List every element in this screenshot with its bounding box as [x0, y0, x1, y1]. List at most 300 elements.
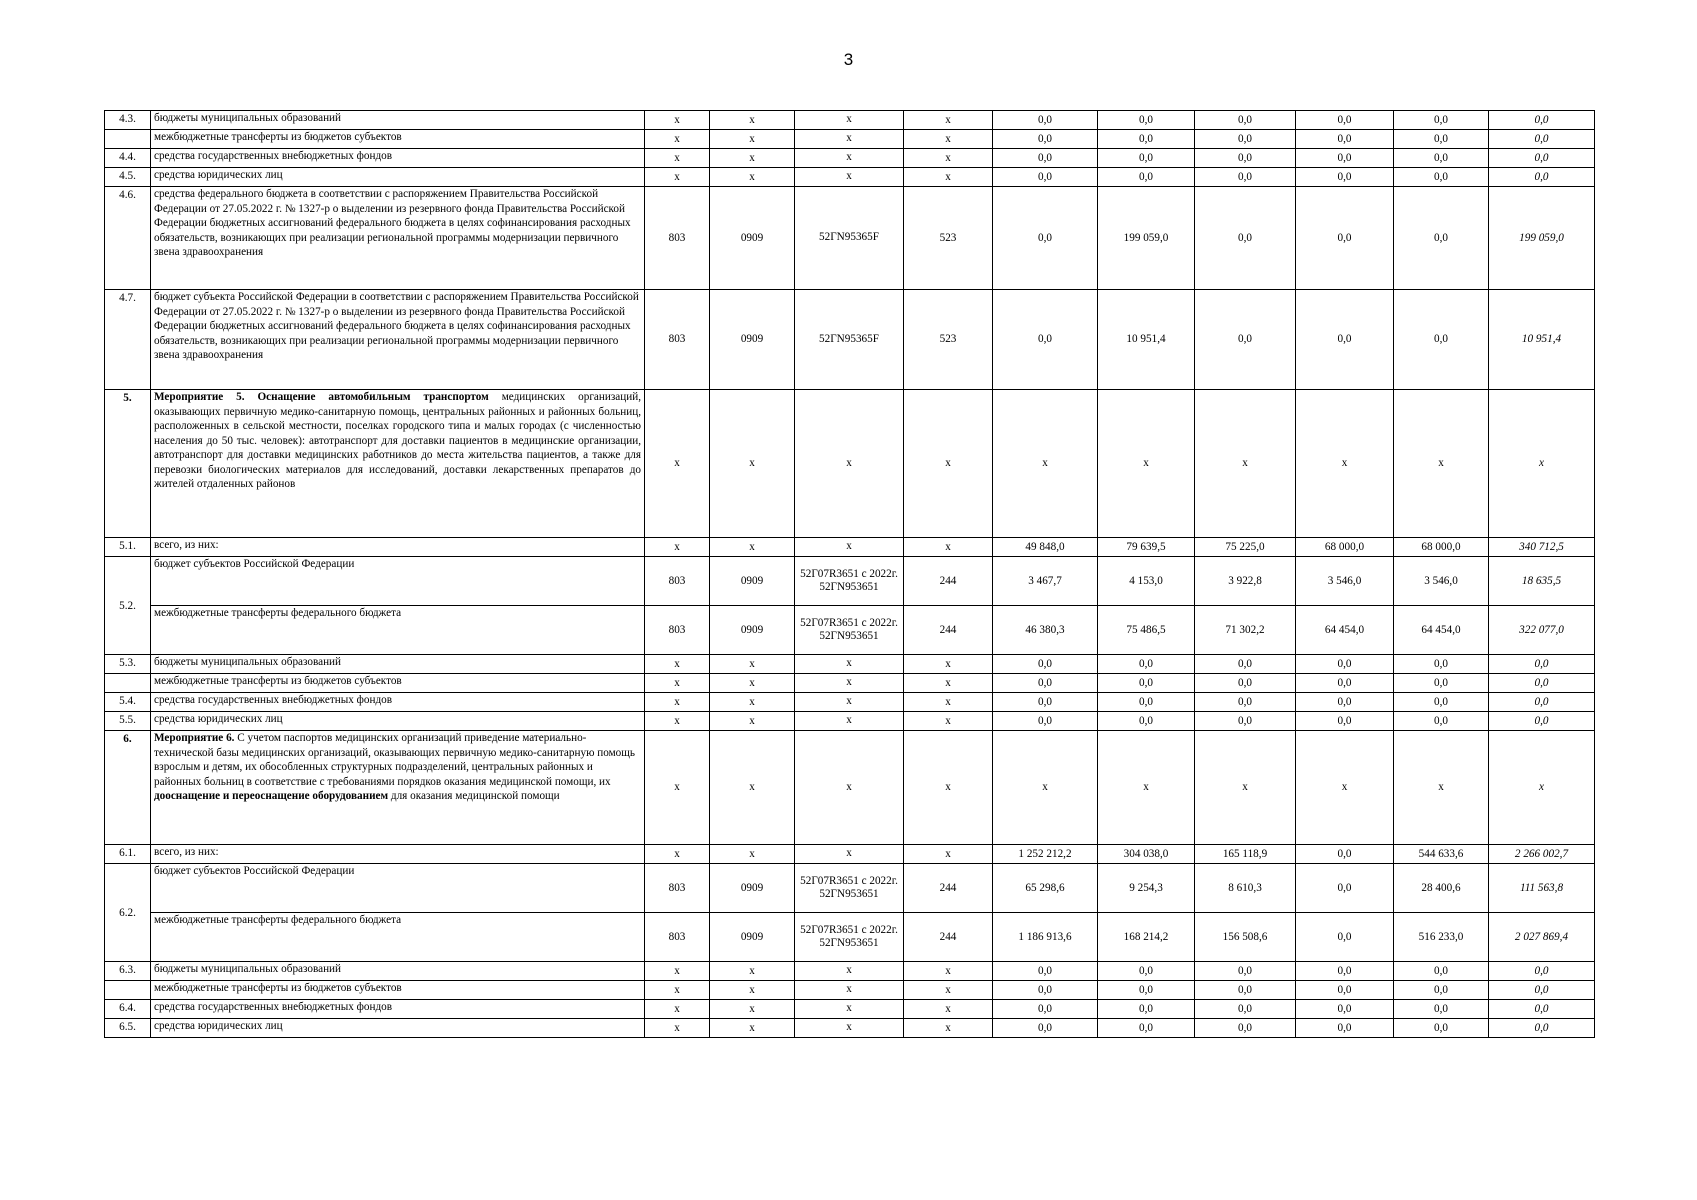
year-value: 0,0 [1195, 962, 1296, 981]
expense-type-code: 244 [904, 557, 993, 606]
section-code: x [710, 390, 795, 538]
year-value: 0,0 [1098, 130, 1195, 149]
year-value: 0,0 [1394, 168, 1489, 187]
page-number: 3 [843, 50, 854, 69]
ministry-code: x [645, 390, 710, 538]
table-row [105, 168, 1595, 187]
row-total: 0,0 [1489, 962, 1595, 981]
target-article-code: x [795, 111, 904, 130]
ministry-code: x [645, 1000, 710, 1019]
ministry-code: x [645, 111, 710, 130]
section-code: x [710, 149, 795, 168]
ministry-code: x [645, 674, 710, 693]
year-value: 0,0 [1296, 1000, 1394, 1019]
row-number: 5. [105, 390, 151, 538]
ministry-code: x [645, 655, 710, 674]
row-description [151, 981, 645, 1000]
row-number: 4.7. [105, 290, 151, 390]
year-value: 0,0 [1195, 674, 1296, 693]
year-value: 0,0 [1195, 111, 1296, 130]
year-value: 0,0 [1098, 168, 1195, 187]
expense-type-code: x [904, 693, 993, 712]
year-value: 0,0 [993, 187, 1098, 290]
description-text: С учетом паспортов медицинских организаций приведение материально-технической базы медицинских организаций, оказывающих первичную медико-санитарную помощь взрослым и детям, их обособленных структурных подразделений, центральных районных и районных больниц в соответствие с требованиями порядков оказания медицинской помощи, их [154, 732, 635, 788]
description-text: бюджет субъектов Российской Федерации [154, 558, 355, 570]
description-text: средства юридических лиц [154, 169, 283, 181]
table-row [105, 981, 1595, 1000]
year-value: x [1296, 731, 1394, 845]
year-value: 0,0 [1296, 130, 1394, 149]
description-text: межбюджетные трансферты из бюджетов субъектов [154, 131, 402, 143]
section-code: x [710, 1000, 795, 1019]
row-description [151, 168, 645, 187]
description-text: средства федерального бюджета в соответствии с распоряжением Правительства Российской Федерации от 27.05.2022 г. № 1327-р о выделении из резервного фонда Правительства Российской Федерации бюджетных ассигнований федерального бюджета в целях софинансирования расходных обязательств, возникающих при реализации региональной программы модернизации первичного звена здравоохранения [154, 188, 631, 259]
year-value: x [1296, 390, 1394, 538]
table-row [105, 1019, 1595, 1038]
year-value: x [993, 390, 1098, 538]
target-article-code: x [795, 712, 904, 731]
row-total: 199 059,0 [1489, 187, 1595, 290]
row-number: 5.3. [105, 655, 151, 674]
table-row [105, 187, 1595, 290]
row-description [151, 712, 645, 731]
year-value: 0,0 [993, 1019, 1098, 1038]
section-code: x [710, 655, 795, 674]
year-value: 156 508,6 [1195, 913, 1296, 962]
target-article-code: 52Г07R3651 с 2022г. 52ГN953651 [795, 557, 904, 606]
year-value: 3 922,8 [1195, 557, 1296, 606]
section-code: 0909 [710, 187, 795, 290]
year-value: 0,0 [993, 674, 1098, 693]
year-value: 0,0 [1394, 1000, 1489, 1019]
row-number: 4.3. [105, 111, 151, 130]
row-total: 0,0 [1489, 130, 1595, 149]
target-article-code: x [795, 538, 904, 557]
row-total: 0,0 [1489, 712, 1595, 731]
table-row [105, 674, 1595, 693]
row-total: 0,0 [1489, 111, 1595, 130]
row-description [151, 962, 645, 981]
year-value: 516 233,0 [1394, 913, 1489, 962]
year-value: 0,0 [1195, 130, 1296, 149]
row-description [151, 1019, 645, 1038]
ministry-code: x [645, 845, 710, 864]
year-value: 0,0 [1394, 111, 1489, 130]
budget-table [104, 110, 1595, 1038]
year-value: 0,0 [993, 693, 1098, 712]
description-text: бюджет субъектов Российской Федерации [154, 865, 355, 877]
section-code: 0909 [710, 557, 795, 606]
year-value: 0,0 [1195, 693, 1296, 712]
row-number [105, 130, 151, 149]
year-value: 0,0 [1296, 864, 1394, 913]
year-value: x [1098, 390, 1195, 538]
year-value: 0,0 [993, 981, 1098, 1000]
row-description [151, 913, 645, 962]
year-value: 68 000,0 [1394, 538, 1489, 557]
year-value: 0,0 [1394, 655, 1489, 674]
year-value: 0,0 [1394, 712, 1489, 731]
year-value: 0,0 [993, 149, 1098, 168]
expense-type-code: x [904, 674, 993, 693]
row-total: 340 712,5 [1489, 538, 1595, 557]
table-row [105, 864, 1595, 913]
row-number: 5.1. [105, 538, 151, 557]
year-value: 0,0 [1296, 111, 1394, 130]
year-value: 165 118,9 [1195, 845, 1296, 864]
year-value: 71 302,2 [1195, 606, 1296, 655]
row-total: 10 951,4 [1489, 290, 1595, 390]
target-article-code: x [795, 981, 904, 1000]
target-article-code: x [795, 845, 904, 864]
table-row [105, 390, 1595, 538]
year-value: 0,0 [1098, 674, 1195, 693]
ministry-code: x [645, 712, 710, 731]
target-article-code: x [795, 674, 904, 693]
row-description [151, 149, 645, 168]
year-value: 0,0 [1394, 674, 1489, 693]
description-text: бюджеты муниципальных образований [154, 963, 342, 975]
year-value: 0,0 [1296, 981, 1394, 1000]
expense-type-code: 244 [904, 913, 993, 962]
expense-type-code: x [904, 962, 993, 981]
year-value: x [1195, 390, 1296, 538]
year-value: 0,0 [1296, 712, 1394, 731]
year-value: 0,0 [1296, 845, 1394, 864]
target-article-code: x [795, 390, 904, 538]
row-number: 5.2. [105, 557, 151, 655]
section-code: x [710, 1019, 795, 1038]
year-value: 0,0 [1098, 962, 1195, 981]
year-value: 1 186 913,6 [993, 913, 1098, 962]
table-row [105, 149, 1595, 168]
description-text: всего, из них: [154, 539, 219, 551]
description-text: бюджеты муниципальных образований [154, 656, 342, 668]
target-article-code: 52Г07R3651 с 2022г. 52ГN953651 [795, 606, 904, 655]
section-code: 0909 [710, 864, 795, 913]
table-row [105, 557, 1595, 606]
row-total: x [1489, 731, 1595, 845]
year-value: 3 546,0 [1296, 557, 1394, 606]
row-description [151, 557, 645, 606]
ministry-code: 803 [645, 290, 710, 390]
row-total: 0,0 [1489, 655, 1595, 674]
target-article-code: x [795, 962, 904, 981]
expense-type-code: x [904, 1019, 993, 1038]
ministry-code: 803 [645, 187, 710, 290]
section-code: x [710, 845, 795, 864]
year-value: 0,0 [1296, 187, 1394, 290]
year-value: 0,0 [1195, 712, 1296, 731]
year-value: 0,0 [1394, 1019, 1489, 1038]
ministry-code: x [645, 538, 710, 557]
year-value: 0,0 [993, 111, 1098, 130]
year-value: 0,0 [1394, 130, 1489, 149]
description-bold: Мероприятие 5. Оснащение автомобильным транспортом [154, 391, 489, 403]
year-value: 79 639,5 [1098, 538, 1195, 557]
year-value: 64 454,0 [1296, 606, 1394, 655]
row-number: 5.5. [105, 712, 151, 731]
year-value: 0,0 [1296, 168, 1394, 187]
ministry-code: x [645, 168, 710, 187]
target-article-code: x [795, 168, 904, 187]
section-code: x [710, 674, 795, 693]
expense-type-code: x [904, 538, 993, 557]
row-total: x [1489, 390, 1595, 538]
year-value: 0,0 [1296, 913, 1394, 962]
row-number: 4.4. [105, 149, 151, 168]
year-value: 49 848,0 [993, 538, 1098, 557]
row-number: 6.3. [105, 962, 151, 981]
year-value: 0,0 [1195, 981, 1296, 1000]
year-value: 0,0 [1296, 693, 1394, 712]
year-value: 75 486,5 [1098, 606, 1195, 655]
expense-type-code: x [904, 149, 993, 168]
row-description [151, 674, 645, 693]
section-code: x [710, 731, 795, 845]
year-value: 0,0 [1296, 290, 1394, 390]
description-text: средства государственных внебюджетных фондов [154, 1001, 393, 1013]
description-text: средства юридических лиц [154, 713, 283, 725]
year-value: 0,0 [1098, 1019, 1195, 1038]
year-value: 0,0 [1195, 1000, 1296, 1019]
row-number: 5.4. [105, 693, 151, 712]
table-row [105, 731, 1595, 845]
year-value: 199 059,0 [1098, 187, 1195, 290]
year-value: x [993, 731, 1098, 845]
row-number: 6.5. [105, 1019, 151, 1038]
year-value: 3 546,0 [1394, 557, 1489, 606]
ministry-code: x [645, 981, 710, 1000]
section-code: 0909 [710, 606, 795, 655]
table-row [105, 1000, 1595, 1019]
description-text: межбюджетные трансферты из бюджетов субъектов [154, 982, 402, 994]
row-total: 0,0 [1489, 1019, 1595, 1038]
target-article-code: 52Г07R3651 с 2022г. 52ГN953651 [795, 913, 904, 962]
expense-type-code: x [904, 731, 993, 845]
row-total: 0,0 [1489, 168, 1595, 187]
year-value: 0,0 [1195, 655, 1296, 674]
description-text: для оказания медицинской помощи [388, 790, 560, 803]
row-description [151, 655, 645, 674]
description-text: межбюджетные трансферты из бюджетов субъектов [154, 675, 402, 687]
ministry-code: x [645, 731, 710, 845]
row-description [151, 538, 645, 557]
year-value: 0,0 [993, 712, 1098, 731]
section-code: x [710, 538, 795, 557]
expense-type-code: 244 [904, 606, 993, 655]
table-row [105, 962, 1595, 981]
year-value: 0,0 [1394, 290, 1489, 390]
year-value: 1 252 212,2 [993, 845, 1098, 864]
year-value: 4 153,0 [1098, 557, 1195, 606]
expense-type-code: x [904, 712, 993, 731]
ministry-code: 803 [645, 606, 710, 655]
row-number: 6.1. [105, 845, 151, 864]
row-total: 0,0 [1489, 981, 1595, 1000]
year-value: 3 467,7 [993, 557, 1098, 606]
expense-type-code: 523 [904, 187, 993, 290]
description-text: бюджеты муниципальных образований [154, 112, 342, 124]
expense-type-code: x [904, 845, 993, 864]
row-description [151, 130, 645, 149]
year-value: 64 454,0 [1394, 606, 1489, 655]
year-value: 0,0 [1195, 290, 1296, 390]
expense-type-code: 523 [904, 290, 993, 390]
expense-type-code: x [904, 168, 993, 187]
expense-type-code: x [904, 111, 993, 130]
year-value: 0,0 [1296, 674, 1394, 693]
section-code: x [710, 981, 795, 1000]
section-code: x [710, 962, 795, 981]
description-bold: Мероприятие 6. [154, 732, 235, 744]
expense-type-code: x [904, 655, 993, 674]
target-article-code: x [795, 130, 904, 149]
year-value: 0,0 [993, 290, 1098, 390]
expense-type-code: x [904, 390, 993, 538]
section-code: x [710, 168, 795, 187]
row-description [151, 731, 645, 845]
description-text: средства государственных внебюджетных фондов [154, 694, 393, 706]
expense-type-code: 244 [904, 864, 993, 913]
year-value: 68 000,0 [1296, 538, 1394, 557]
row-total: 111 563,8 [1489, 864, 1595, 913]
year-value: 0,0 [1296, 962, 1394, 981]
year-value: 0,0 [993, 168, 1098, 187]
table-row [105, 845, 1595, 864]
section-code: x [710, 712, 795, 731]
year-value: 0,0 [1296, 655, 1394, 674]
ministry-code: 803 [645, 557, 710, 606]
row-total: 0,0 [1489, 693, 1595, 712]
year-value: 0,0 [1098, 149, 1195, 168]
year-value: 168 214,2 [1098, 913, 1195, 962]
target-article-code: x [795, 1000, 904, 1019]
year-value: 28 400,6 [1394, 864, 1489, 913]
row-description [151, 290, 645, 390]
year-value: x [1394, 731, 1489, 845]
table-row [105, 655, 1595, 674]
year-value: 0,0 [1296, 149, 1394, 168]
row-number: 4.6. [105, 187, 151, 290]
description-text: всего, из них: [154, 846, 219, 858]
year-value: 9 254,3 [1098, 864, 1195, 913]
year-value: 0,0 [993, 962, 1098, 981]
target-article-code: x [795, 655, 904, 674]
description-text: средства государственных внебюджетных фондов [154, 150, 393, 162]
row-total: 322 077,0 [1489, 606, 1595, 655]
target-article-code: 52Г07R3651 с 2022г. 52ГN953651 [795, 864, 904, 913]
row-description [151, 845, 645, 864]
year-value: x [1098, 731, 1195, 845]
row-description [151, 187, 645, 290]
target-article-code: 52ГN95365F [795, 187, 904, 290]
table-row [105, 712, 1595, 731]
year-value: 75 225,0 [1195, 538, 1296, 557]
section-code: x [710, 130, 795, 149]
year-value: 0,0 [1296, 1019, 1394, 1038]
target-article-code: x [795, 149, 904, 168]
row-total: 2 027 869,4 [1489, 913, 1595, 962]
year-value: 8 610,3 [1195, 864, 1296, 913]
row-number [105, 981, 151, 1000]
ministry-code: x [645, 693, 710, 712]
row-number: 6. [105, 731, 151, 845]
year-value: 0,0 [1394, 149, 1489, 168]
description-bold: дооснащение и переоснащение оборудованием [154, 790, 389, 803]
target-article-code: 52ГN95365F [795, 290, 904, 390]
year-value: x [1394, 390, 1489, 538]
year-value: 65 298,6 [993, 864, 1098, 913]
row-description [151, 864, 645, 913]
row-total: 0,0 [1489, 1000, 1595, 1019]
year-value: 0,0 [1098, 655, 1195, 674]
ministry-code: x [645, 130, 710, 149]
year-value: 0,0 [1098, 712, 1195, 731]
year-value: 0,0 [1098, 693, 1195, 712]
table-row [105, 913, 1595, 962]
row-description [151, 693, 645, 712]
row-description [151, 111, 645, 130]
ministry-code: x [645, 149, 710, 168]
budget-table-body [105, 111, 1595, 1038]
year-value: 0,0 [1098, 981, 1195, 1000]
year-value: 0,0 [1195, 1019, 1296, 1038]
description-text: межбюджетные трансферты федерального бюджета [154, 607, 402, 619]
expense-type-code: x [904, 130, 993, 149]
year-value: 544 633,6 [1394, 845, 1489, 864]
target-article-code: x [795, 1019, 904, 1038]
ministry-code: 803 [645, 913, 710, 962]
ministry-code: x [645, 962, 710, 981]
section-code: x [710, 111, 795, 130]
description-text: бюджет субъекта Российской Федерации в соответствии с распоряжением Правительства Российской Федерации от 27.05.2022 г. № 1327-р о выделении из резервного фонда Правительства Российской Федерации бюджетных ассигнований федерального бюджета в целях софинансирования расходных обязательств, возникающих при реализации региональной программы модернизации первичного звена здравоохранения [154, 291, 639, 362]
year-value: x [1195, 731, 1296, 845]
year-value: 0,0 [1195, 149, 1296, 168]
row-number: 6.4. [105, 1000, 151, 1019]
table-row [105, 538, 1595, 557]
year-value: 0,0 [1195, 187, 1296, 290]
section-code: x [710, 693, 795, 712]
year-value: 0,0 [1098, 1000, 1195, 1019]
section-code: 0909 [710, 913, 795, 962]
ministry-code: x [645, 1019, 710, 1038]
row-number [105, 674, 151, 693]
row-total: 0,0 [1489, 149, 1595, 168]
year-value: 0,0 [993, 1000, 1098, 1019]
expense-type-code: x [904, 981, 993, 1000]
ministry-code: 803 [645, 864, 710, 913]
row-number: 4.5. [105, 168, 151, 187]
description-text: средства юридических лиц [154, 1020, 283, 1032]
row-description [151, 390, 645, 538]
year-value: 0,0 [1394, 981, 1489, 1000]
row-total: 18 635,5 [1489, 557, 1595, 606]
year-value: 0,0 [993, 130, 1098, 149]
table-row [105, 606, 1595, 655]
year-value: 0,0 [1394, 962, 1489, 981]
year-value: 46 380,3 [993, 606, 1098, 655]
row-number: 6.2. [105, 864, 151, 962]
year-value: 0,0 [1098, 111, 1195, 130]
table-row [105, 290, 1595, 390]
row-description [151, 606, 645, 655]
table-row [105, 693, 1595, 712]
target-article-code: x [795, 693, 904, 712]
year-value: 0,0 [993, 655, 1098, 674]
table-row [105, 111, 1595, 130]
row-description [151, 1000, 645, 1019]
